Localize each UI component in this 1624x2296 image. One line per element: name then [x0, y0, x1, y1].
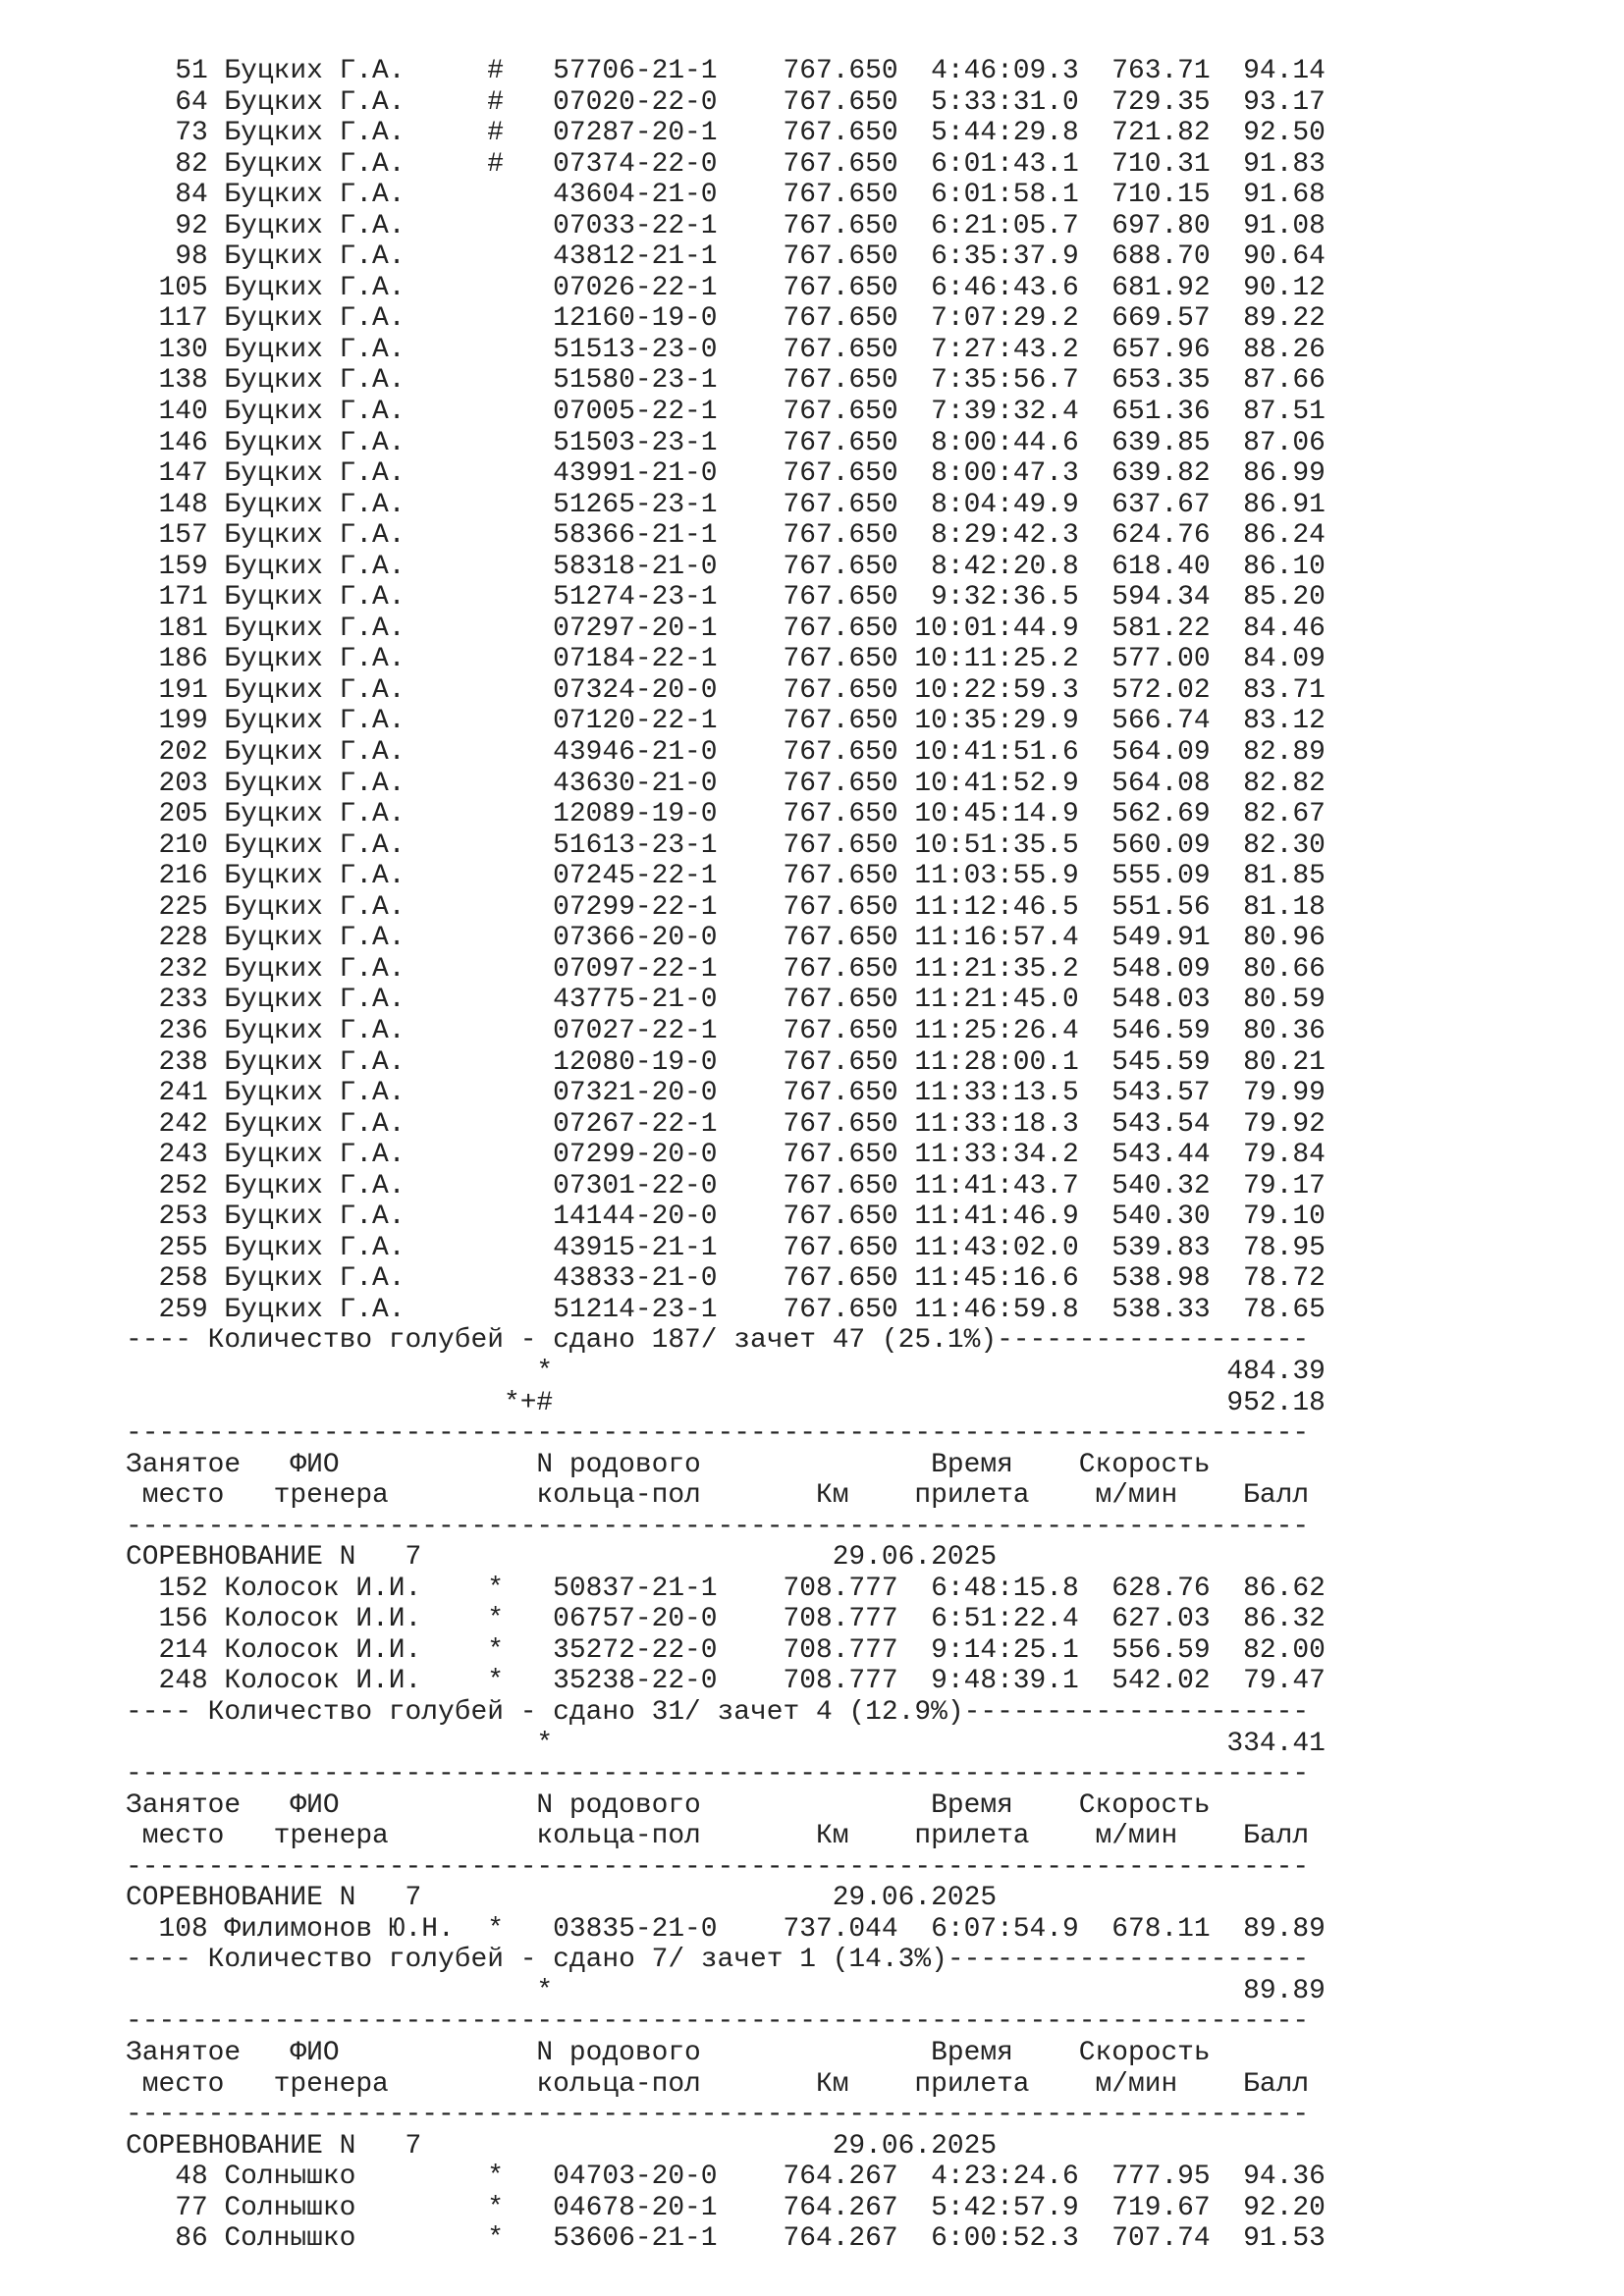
report-line: 186 Буцких Г.А. 07184-22-1 767.650 10:11:25.2 577.00 84.09: [126, 644, 1326, 675]
report-line: ------------------------------------------------------------------------: [126, 1418, 1310, 1450]
report-line: 171 Буцких Г.А. 51274-23-1 767.650 9:32:36.5 594.34 85.20: [126, 582, 1326, 614]
report-line: 233 Буцких Г.А. 43775-21-0 767.650 11:21:45.0 548.03 80.59: [126, 985, 1326, 1016]
report-line: 241 Буцких Г.А. 07321-20-0 767.650 11:33:13.5 543.57 79.99: [126, 1078, 1326, 1109]
report-line: 105 Буцких Г.А. 07026-22-1 767.650 6:46:43.6 681.92 90.12: [126, 272, 1326, 303]
report-line: 157 Буцких Г.А. 58366-21-1 767.650 8:29:42.3 624.76 86.24: [126, 520, 1326, 552]
report-line: 82 Буцких Г.А. # 07374-22-0 767.650 6:01:43.1 710.31 91.83: [126, 148, 1326, 180]
report-line: 146 Буцких Г.А. 51503-23-1 767.650 8:00:44.6 639.85 87.06: [126, 427, 1326, 458]
report-line: 243 Буцких Г.А. 07299-20-0 767.650 11:33:34.2 543.44 79.84: [126, 1140, 1326, 1171]
report-line: Занятое ФИО N родового Время Скорость: [126, 1449, 1211, 1480]
report-line: ------------------------------------------------------------------------: [126, 2006, 1310, 2038]
report-line: 156 Колосок И.И. * 06757-20-0 708.777 6:51:22.4 627.03 86.32: [126, 1604, 1326, 1635]
report-line: 216 Буцких Г.А. 07245-22-1 767.650 11:03:55.9 555.09 81.85: [126, 861, 1326, 892]
report-line: 205 Буцких Г.А. 12089-19-0 767.650 10:45:14.9 562.69 82.67: [126, 799, 1326, 830]
report-line: ---- Количество голубей - сдано 31/ зачет 4 (12.9%)---------------------: [126, 1696, 1310, 1728]
report-line: 48 Солнышко * 04703-20-0 764.267 4:23:24.6 777.95 94.36: [126, 2162, 1326, 2193]
report-line: * 89.89: [126, 1975, 1326, 2006]
report-line: 203 Буцких Г.А. 43630-21-0 767.650 10:41:52.9 564.08 82.82: [126, 768, 1326, 799]
report-line: 225 Буцких Г.А. 07299-22-1 767.650 11:12:46.5 551.56 81.18: [126, 891, 1326, 923]
report-line: 130 Буцких Г.А. 51513-23-0 767.650 7:27:43.2 657.96 88.26: [126, 334, 1326, 365]
report-line: 77 Солнышко * 04678-20-1 764.267 5:42:57.9 719.67 92.20: [126, 2192, 1326, 2223]
report-line: 117 Буцких Г.А. 12160-19-0 767.650 7:07:29.2 669.57 89.22: [126, 303, 1326, 335]
report-line: 214 Колосок И.И. * 35272-22-0 708.777 9:14:25.1 556.59 82.00: [126, 1634, 1326, 1666]
report-line: ------------------------------------------------------------------------: [126, 1759, 1310, 1790]
report-line: 84 Буцких Г.А. 43604-21-0 767.650 6:01:58.1 710.15 91.68: [126, 180, 1326, 211]
report-line: ------------------------------------------------------------------------: [126, 1851, 1310, 1883]
report-line: 148 Буцких Г.А. 51265-23-1 767.650 8:04:49.9 637.67 86.91: [126, 489, 1326, 520]
report-line: 210 Буцких Г.А. 51613-23-1 767.650 10:51:35.5 560.09 82.30: [126, 829, 1326, 861]
report-line: ---- Количество голубей - сдано 187/ зачет 47 (25.1%)-------------------: [126, 1325, 1310, 1357]
report-line: 147 Буцких Г.А. 43991-21-0 767.650 8:00:47.3 639.82 86.99: [126, 458, 1326, 490]
report-line: 236 Буцких Г.А. 07027-22-1 767.650 11:25:26.4 546.59 80.36: [126, 1015, 1326, 1046]
report-line: СОРЕВНОВАНИЕ N 7 29.06.2025: [126, 2130, 998, 2162]
report-line: 252 Буцких Г.А. 07301-22-0 767.650 11:41:43.7 540.32 79.17: [126, 1170, 1326, 1201]
report-line: место тренера кольца-пол Км прилета м/мин Балл: [126, 1480, 1310, 1512]
report-line: 98 Буцких Г.А. 43812-21-1 767.650 6:35:37.9 688.70 90.64: [126, 241, 1326, 273]
report-line: * 334.41: [126, 1728, 1326, 1759]
report-line: 253 Буцких Г.А. 14144-20-0 767.650 11:41:46.9 540.30 79.10: [126, 1201, 1326, 1233]
report-line: 181 Буцких Г.А. 07297-20-1 767.650 10:01:44.9 581.22 84.46: [126, 613, 1326, 644]
report-line: ------------------------------------------------------------------------: [126, 2100, 1310, 2131]
report-line: 92 Буцких Г.А. 07033-22-1 767.650 6:21:05.7 697.80 91.08: [126, 210, 1326, 241]
report-line: Занятое ФИО N родового Время Скорость: [126, 2038, 1211, 2068]
report-line: 140 Буцких Г.А. 07005-22-1 767.650 7:39:32.4 651.36 87.51: [126, 397, 1326, 428]
report-line: 258 Буцких Г.А. 43833-21-0 767.650 11:45:16.6 538.98 78.72: [126, 1263, 1326, 1295]
report-line: 259 Буцких Г.А. 51214-23-1 767.650 11:46:59.8 538.33 78.65: [126, 1294, 1326, 1325]
report-line: СОРЕВНОВАНИЕ N 7 29.06.2025: [126, 1542, 998, 1574]
report-line: *+# 952.18: [126, 1387, 1326, 1418]
report-line: 228 Буцких Г.А. 07366-20-0 767.650 11:16:57.4 549.91 80.96: [126, 923, 1326, 954]
report-line: СОРЕВНОВАНИЕ N 7 29.06.2025: [126, 1883, 998, 1914]
report-line: 191 Буцких Г.А. 07324-20-0 767.650 10:22:59.3 572.02 83.71: [126, 674, 1326, 706]
report-line: место тренера кольца-пол Км прилета м/мин Балл: [126, 1821, 1310, 1852]
report-line: 255 Буцких Г.А. 43915-21-1 767.650 11:43:02.0 539.83 78.95: [126, 1232, 1326, 1263]
report-line: 159 Буцких Г.А. 58318-21-0 767.650 8:42:20.8 618.40 86.10: [126, 551, 1326, 582]
report-line: 232 Буцких Г.А. 07097-22-1 767.650 11:21:35.2 548.09 80.66: [126, 953, 1326, 985]
report-line: 238 Буцких Г.А. 12080-19-0 767.650 11:28:00.1 545.59 80.21: [126, 1046, 1326, 1078]
report-line: 202 Буцких Г.А. 43946-21-0 767.650 10:41:51.6 564.09 82.89: [126, 737, 1326, 769]
report-line: 248 Колосок И.И. * 35238-22-0 708.777 9:48:39.1 542.02 79.47: [126, 1666, 1326, 1697]
report-line: место тренера кольца-пол Км прилета м/мин Балл: [126, 2068, 1310, 2100]
report-line: 64 Буцких Г.А. # 07020-22-0 767.650 5:33:31.0 729.35 93.17: [126, 86, 1326, 118]
report-line: 199 Буцких Г.А. 07120-22-1 767.650 10:35:29.9 566.74 83.12: [126, 706, 1326, 737]
report-line: 152 Колосок И.И. * 50837-21-1 708.777 6:48:15.8 628.76 86.62: [126, 1573, 1326, 1604]
report-line: * 484.39: [126, 1356, 1326, 1387]
report-line: 138 Буцких Г.А. 51580-23-1 767.650 7:35:56.7 653.35 87.66: [126, 365, 1326, 397]
report-line: Занятое ФИО N родового Время Скорость: [126, 1789, 1211, 1821]
report-line: 51 Буцких Г.А. # 57706-21-1 767.650 4:46:09.3 763.71 94.14: [126, 56, 1326, 86]
report-line: 86 Солнышко * 53606-21-1 764.267 6:00:52.3 707.74 91.53: [126, 2223, 1326, 2255]
report-line: ------------------------------------------------------------------------: [126, 1511, 1310, 1542]
report-line: 108 Филимонов Ю.Н. * 03835-21-0 737.044 6:07:54.9 678.11 89.89: [126, 1913, 1326, 1945]
report-line: 242 Буцких Г.А. 07267-22-1 767.650 11:33:18.3 543.54 79.92: [126, 1108, 1326, 1140]
report-line: ---- Количество голубей - сдано 7/ зачет 1 (14.3%)----------------------: [126, 1945, 1310, 1976]
report-line: 73 Буцких Г.А. # 07287-20-1 767.650 5:44:29.8 721.82 92.50: [126, 118, 1326, 149]
